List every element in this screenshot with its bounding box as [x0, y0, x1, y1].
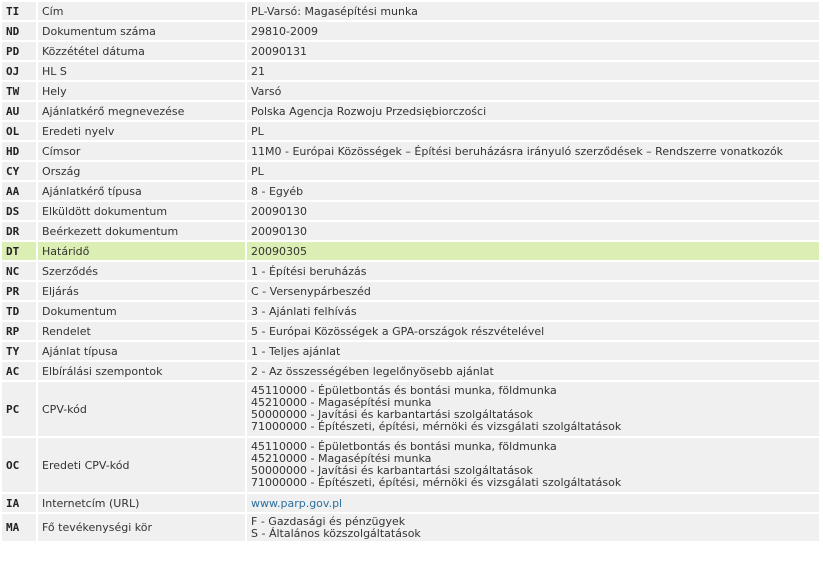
field-label: Eredeti nyelv: [38, 122, 245, 140]
table-row-internet: [2, 494, 819, 512]
cpv-line: 45110000 - Épületbontás és bontási munka, földmunka: [251, 384, 557, 397]
cpv-line: 50000000 - Javítási és karbantartási szolgáltatások: [251, 408, 533, 421]
cpv-line: 45210000 - Magasépítési munka: [251, 396, 432, 409]
field-label: CPV-kód: [38, 382, 245, 436]
field-label: Eredeti CPV-kód: [38, 438, 245, 492]
table-row: [2, 142, 819, 160]
cpv-values: [247, 382, 819, 436]
table-row: [2, 202, 819, 220]
table-row: [2, 342, 819, 360]
field-label: Cím: [38, 2, 245, 20]
field-code: NC: [2, 262, 36, 280]
orig-cpv-line: 71000000 - Építészeti, építési, mérnöki és vizsgálati szolgáltatások: [251, 476, 622, 489]
field-value: 2 - Az összességében legelőnyösebb ajánlat: [247, 362, 819, 380]
cpv-line: 71000000 - Építészeti, építési, mérnöki és vizsgálati szolgáltatások: [251, 420, 622, 433]
table-row: [2, 162, 819, 180]
field-label: Beérkezett dokumentum: [38, 222, 245, 240]
orig-cpv-values: [247, 438, 819, 492]
orig-cpv-line: 45210000 - Magasépítési munka: [251, 452, 432, 465]
field-code: PD: [2, 42, 36, 60]
field-value: 29810-2009: [247, 22, 819, 40]
field-value: 1 - Építési beruházás: [247, 262, 819, 280]
field-value: 20090305: [247, 242, 819, 260]
field-value: PL-Varsó: Magasépítési munka: [247, 2, 819, 20]
field-code: CY: [2, 162, 36, 180]
main-activity-line: F - Gazdasági és pénzügyek: [251, 514, 406, 528]
field-code: DT: [2, 242, 36, 260]
field-value: C - Versenypárbeszéd: [247, 282, 819, 300]
field-label: Rendelet: [38, 322, 245, 340]
field-code: TD: [2, 302, 36, 320]
field-label: Határidő: [38, 242, 245, 260]
table-row: [2, 62, 819, 80]
table-row: [2, 362, 819, 380]
field-code: TI: [2, 2, 36, 20]
main-activity-line: S - Általános közszolgáltatások: [251, 526, 421, 540]
field-code: ND: [2, 22, 36, 40]
field-label: Elküldött dokumentum: [38, 202, 245, 220]
field-label: Ország: [38, 162, 245, 180]
field-code: TY: [2, 342, 36, 360]
field-code: HD: [2, 142, 36, 160]
field-code: AC: [2, 362, 36, 380]
orig-cpv-line: 45110000 - Épületbontás és bontási munka, földmunka: [251, 440, 557, 453]
orig-cpv-line: 50000000 - Javítási és karbantartási szolgáltatások: [251, 464, 533, 477]
field-label: Közzététel dátuma: [38, 42, 245, 60]
field-label: Ajánlatkérő megnevezése: [38, 102, 245, 120]
field-value: [247, 494, 819, 512]
field-value: 20090130: [247, 222, 819, 240]
field-label: Fő tevékenységi kör: [38, 514, 245, 541]
field-code: AA: [2, 182, 36, 200]
table-row-cpv: [2, 382, 819, 436]
table-row: [2, 122, 819, 140]
field-code: AU: [2, 102, 36, 120]
field-value: PL: [247, 162, 819, 180]
table-row: [2, 82, 819, 100]
field-value: 21: [247, 62, 819, 80]
field-label: Dokumentum: [38, 302, 245, 320]
field-label: Címsor: [38, 142, 245, 160]
table-row: [2, 42, 819, 60]
website-link[interactable]: www.parp.gov.pl: [251, 496, 343, 510]
table-row: [2, 242, 819, 260]
field-value: 11M0 - Európai Közösségek – Építési beruházásra irányuló szerződések – Rendszerre vonatkozók: [247, 142, 819, 160]
field-code: DR: [2, 222, 36, 240]
field-code: IA: [2, 494, 36, 512]
table-row: [2, 22, 819, 40]
table-row: [2, 102, 819, 120]
field-label: Hely: [38, 82, 245, 100]
field-label: HL S: [38, 62, 245, 80]
field-code: PR: [2, 282, 36, 300]
field-code: OC: [2, 438, 36, 492]
field-label: Szerződés: [38, 262, 245, 280]
main-activity-values: [247, 514, 819, 541]
table-row: [2, 302, 819, 320]
field-label: Ajánlatkérő típusa: [38, 182, 245, 200]
field-value: 8 - Egyéb: [247, 182, 819, 200]
table-row-orig-cpv: [2, 438, 819, 492]
field-label: Eljárás: [38, 282, 245, 300]
field-value: 5 - Európai Közösségek a GPA-országok részvételével: [247, 322, 819, 340]
field-value: 3 - Ajánlati felhívás: [247, 302, 819, 320]
field-label: Elbírálási szempontok: [38, 362, 245, 380]
table-row: [2, 282, 819, 300]
field-value: 1 - Teljes ajánlat: [247, 342, 819, 360]
field-code: MA: [2, 514, 36, 541]
field-value: 20090131: [247, 42, 819, 60]
field-value: Varsó: [247, 82, 819, 100]
field-value: Polska Agencja Rozwoju Przedsiębiorczości: [247, 102, 819, 120]
table-row: [2, 322, 819, 340]
field-code: TW: [2, 82, 36, 100]
field-label: Ajánlat típusa: [38, 342, 245, 360]
field-code: DS: [2, 202, 36, 220]
field-code: OL: [2, 122, 36, 140]
field-value: 20090130: [247, 202, 819, 220]
table-row: [2, 262, 819, 280]
field-code: PC: [2, 382, 36, 436]
field-code: RP: [2, 322, 36, 340]
field-label: Internetcím (URL): [38, 494, 245, 512]
table-row: [2, 222, 819, 240]
table-row: [2, 2, 819, 20]
table-row-main-activity: [2, 514, 819, 541]
field-code: OJ: [2, 62, 36, 80]
table-row: [2, 182, 819, 200]
field-value: PL: [247, 122, 819, 140]
field-label: Dokumentum száma: [38, 22, 245, 40]
